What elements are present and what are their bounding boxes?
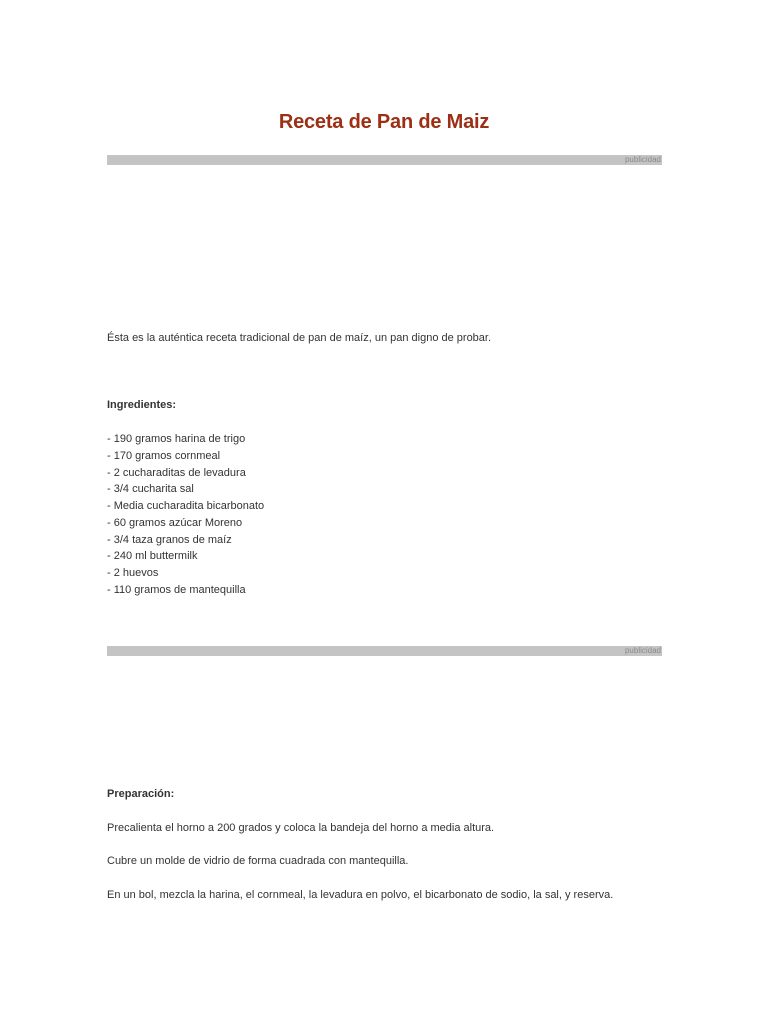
ad-label: publicidad [624,155,661,164]
ingredients-heading: Ingredientes: [107,399,177,411]
page-title: Receta de Pan de Maiz [278,111,490,133]
ingredient-item: - 170 gramos cornmeal [107,449,221,462]
ingredient-item: - 110 gramos de mantequilla [107,583,246,596]
ingredient-item: - 60 gramos azúcar Moreno [107,516,243,529]
ingredient-item: - Media cucharadita bicarbonato [107,500,265,512]
preparation-step: Precalienta el horno a 200 grados y coloca la bandeja del horno a media altura. [107,822,495,834]
preparation-step: Cubre un molde de vidrio de forma cuadrada con mantequilla. [107,855,409,867]
ad-space-top [107,165,662,315]
ingredient-item: - 240 ml buttermilk [107,550,198,563]
preparation-heading: Preparación: [107,788,175,800]
ingredient-item: - 2 cucharaditas de levadura [107,466,246,479]
ingredient-item: - 190 gramos harina de trigo [107,433,246,445]
ad-bar-middle [107,646,662,656]
ingredient-item: - 2 huevos [107,567,159,579]
preparation-step: En un bol, mezcla la harina, el cornmeal, la levadura en polvo, el bicarbonato de sodio, la sal, y reserva. [107,889,614,901]
ad-space-middle [107,656,662,776]
ingredients-list [107,431,264,599]
intro-text: Ésta es la auténtica receta tradicional de pan de maíz, un pan digno de probar. [107,332,492,344]
ad-label: publicidad [624,646,661,655]
ad-bar-top [107,155,662,165]
ingredient-item: - 3/4 taza granos de maíz [107,533,232,546]
ingredient-item: - 3/4 cucharita sal [107,483,194,496]
